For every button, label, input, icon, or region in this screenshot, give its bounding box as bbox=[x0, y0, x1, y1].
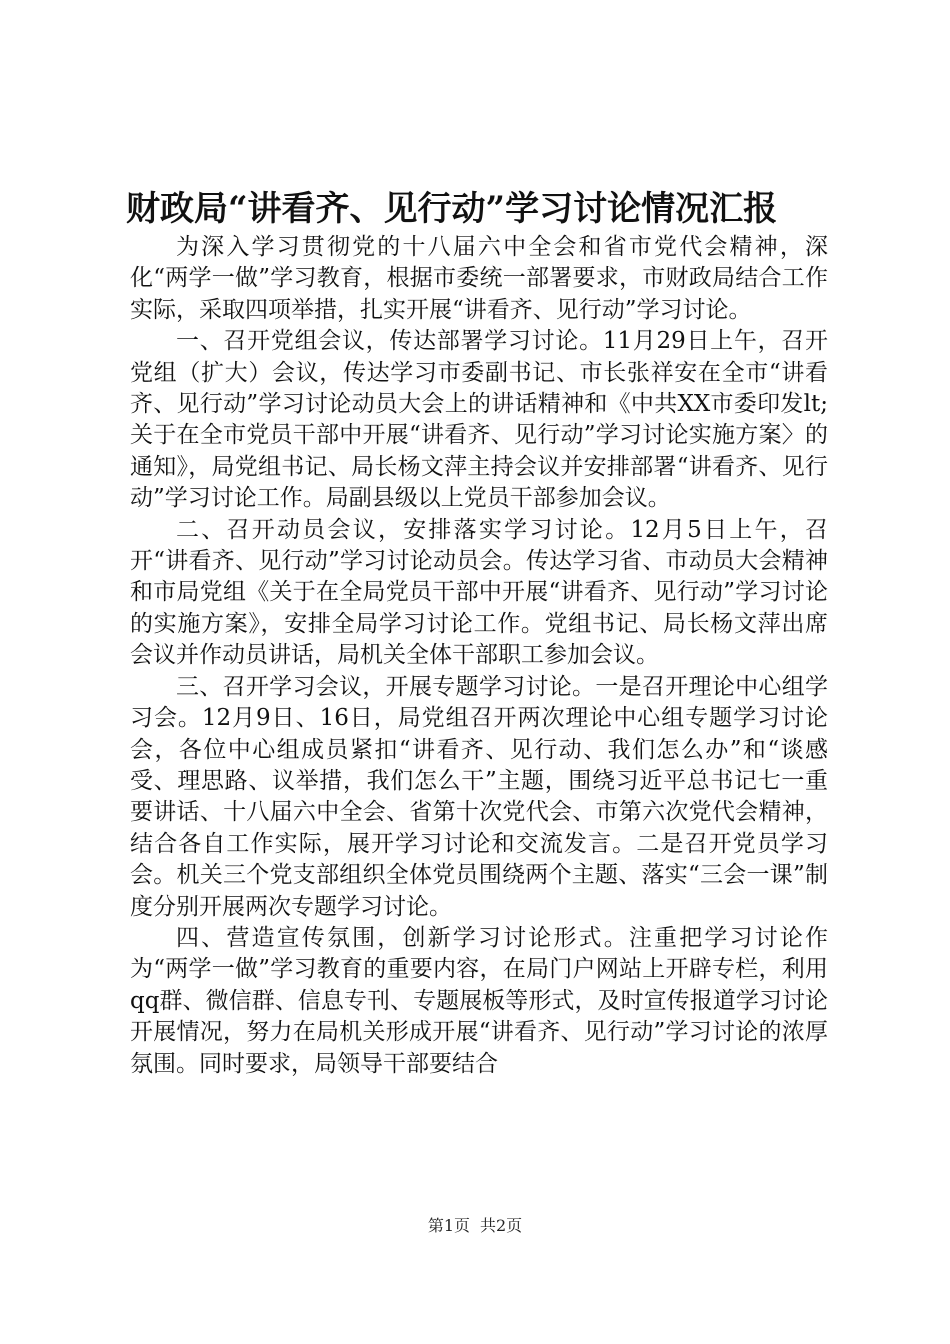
document-body bbox=[130, 232, 828, 1080]
paragraph-section-1: 一、召开党组会议，传达部署学习讨论。11月29日上午，召开党组（扩大）会议，传达学习市委副书记、市长张祥安在全市“讲看齐、见行动”学习讨论动员大会上的讲话精神和《中共XX市委印发lt;关于在全市党员干部中开展“讲看齐、见行动”学习讨论实施方案〉的通知》，局党组书记、局长杨文萍主持会议并安排部署“讲看齐、见行动”学习讨论工作。局副县级以上党员干部参加会议。 bbox=[130, 328, 828, 512]
paragraph-section-4: 四、营造宣传氛围，创新学习讨论形式。注重把学习讨论作为“两学一做”学习教育的重要内容，在局门户网站上开辟专栏，利用qq群、微信群、信息专刊、专题展板等形式，及时宣传报道学习讨论开展情况，努力在局机关形成开展“讲看齐、见行动”学习讨论的浓厚氛围。同时要求，局领导干部要结合 bbox=[130, 924, 828, 1077]
document-title: 财政局“讲看齐、见行动”学习讨论情况汇报 bbox=[126, 189, 778, 229]
page-total: 共2页 bbox=[480, 1216, 523, 1235]
paragraph-section-2: 二、召开动员会议，安排落实学习讨论。12月5日上午，召开“讲看齐、见行动”学习讨论动员会。传达学习省、市动员大会精神和市局党组《关于在全局党员干部中开展“讲看齐、见行动”学习讨论的实施方案》，安排全局学习讨论工作。党组书记、局长杨文萍出席会议并作动员讲话，局机关全体干部职工参加会议。 bbox=[130, 516, 828, 669]
paragraph-section-3: 三、召开学习会议，开展专题学习讨论。一是召开理论中心组学习会。12月9日、16日，局党组召开两次理论中心组专题学习讨论会，各位中心组成员紧扣“讲看齐、见行动、我们怎么办”和“谈感受、理思路、议举措，我们怎么干”主题，围绕习近平总书记七一重要讲话、十八届六中全会、省第十次党代会、市第六次党代会精神，结合各自工作实际，展开学习讨论和交流发言。二是召开党员学习会。机关三个党支部组织全体党员围绕两个主题、落实“三会一课”制度分别开展两次专题学习讨论。 bbox=[130, 673, 828, 920]
page-footer bbox=[0, 1214, 950, 1238]
page-number: 第1页 bbox=[427, 1216, 470, 1235]
paragraph-intro: 为深入学习贯彻党的十八届六中全会和省市党代会精神，深化“两学一做”学习教育，根据市委统一部署要求，市财政局结合工作实际，采取四项举措，扎实开展“讲看齐、见行动”学习讨论。 bbox=[130, 234, 828, 323]
